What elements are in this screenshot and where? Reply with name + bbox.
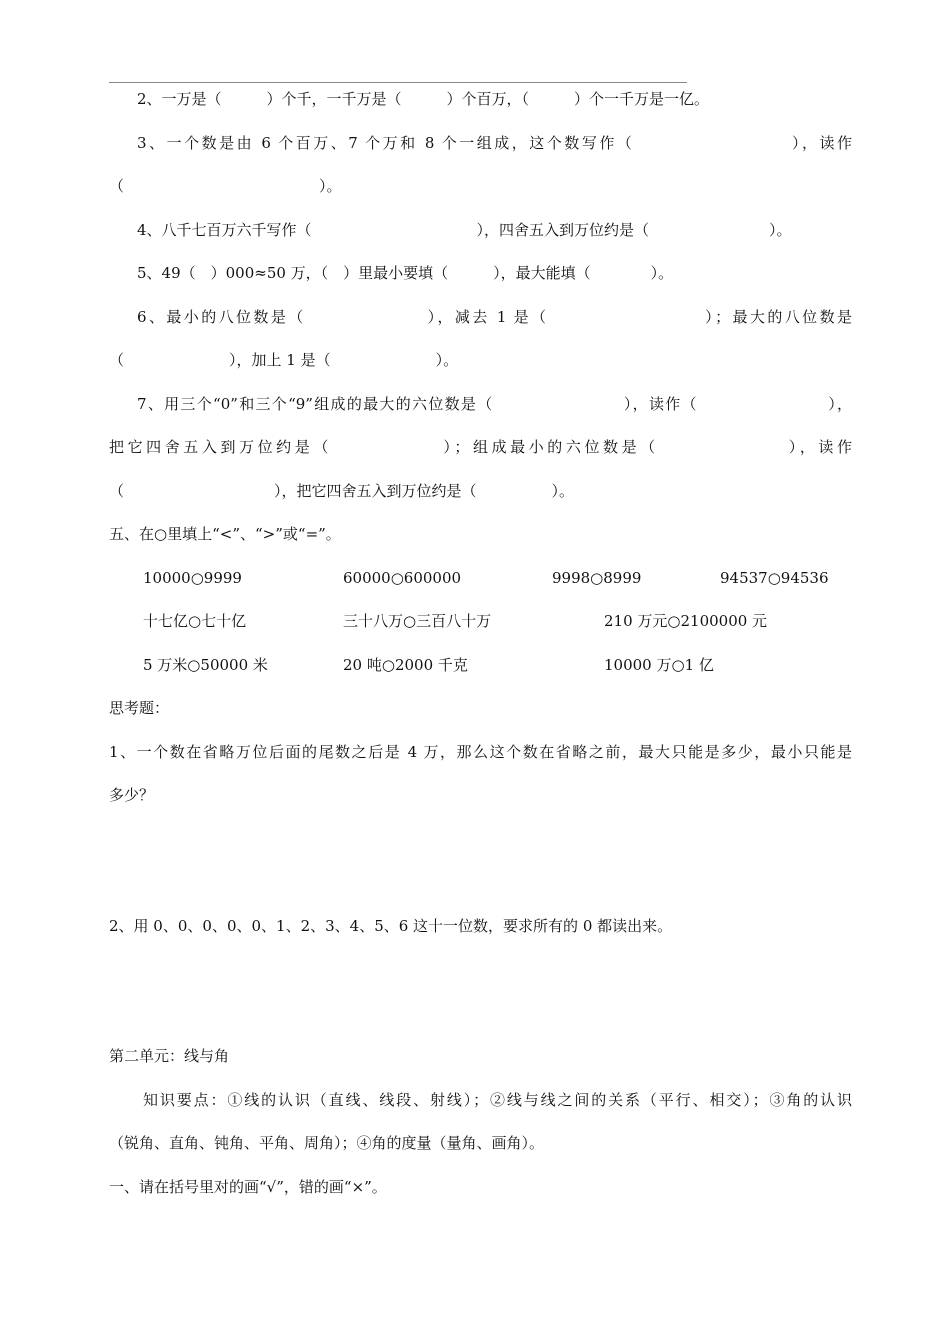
think-question-1-line-2: 多少？ [109,786,155,804]
unit-2-title: 第二单元：线与角 [109,1047,230,1065]
think-heading: 思考题： [109,699,170,717]
knowledge-points-line-1: 知识要点：①线的认识（直线、线段、射线）；②线与线之间的关系（平行、相交）；③角的认识 [143,1091,852,1109]
question-2: 2、一万是（ ）个千，一千万是（ ）个百万，（ ）个一千万是一亿。 [137,90,710,108]
compare-item: 20 吨○2000 千克 [343,656,468,674]
question-4: 4、八千七百万六千写作（ ），四舍五入到万位约是（ ）。 [137,221,792,239]
question-7-line-2: 把它四舍五入到万位约是（ ）；组成最小的六位数是（ ），读作 [109,438,852,456]
compare-item: 9998○8999 [552,569,642,587]
compare-item: 十七亿○七十亿 [143,612,247,630]
question-7-line-3: （ ），把它四舍五入到万位约是（ ）。 [109,482,575,500]
question-7-line-1: 7、用三个“0”和三个“9”组成的最大的六位数是（ ），读作（ ）， [137,395,852,413]
question-6-line-2: （ ），加上 1 是（ ）。 [109,351,459,369]
question-3-line-1: 3、一个数是由 6 个百万、7 个万和 8 个一组成，这个数写作（ ），读作 [137,134,852,152]
compare-item: 5 万米○50000 米 [143,656,268,674]
question-5: 5、49（ ）000≈50 万，（ ）里最小要填（ ），最大能填（ ）。 [137,264,674,282]
question-6-line-1: 6、最小的八位数是（ ），减去 1 是（ ）；最大的八位数是 [137,308,852,326]
compare-item: 94537○94536 [720,569,829,587]
compare-item: 10000○9999 [143,569,242,587]
compare-item: 10000 万○1 亿 [604,656,714,674]
question-3-line-2: （ ）。 [109,177,342,195]
compare-item: 60000○600000 [343,569,462,587]
section-5-heading: 五、在○里填上“<”、“>”或“=”。 [109,525,341,543]
compare-item: 三十八万○三百八十万 [343,612,492,630]
compare-item: 210 万元○2100000 元 [604,612,768,630]
knowledge-points-line-2: （锐角、直角、钝角、平角、周角）；④角的度量（量角、画角）。 [109,1134,545,1152]
think-question-1-line-1: 1、一个数在省略万位后面的尾数之后是 4 万，那么这个数在省略之前，最大只能是多少，最小只能是 [109,743,852,761]
section-1-heading: 一、请在括号里对的画“√”，错的画“×”。 [109,1178,387,1196]
think-question-2: 2、用 0、0、0、0、0、1、2、3、4、5、6 这十一位数，要求所有的 0 都读出来。 [109,917,673,935]
header-rule [109,82,687,83]
